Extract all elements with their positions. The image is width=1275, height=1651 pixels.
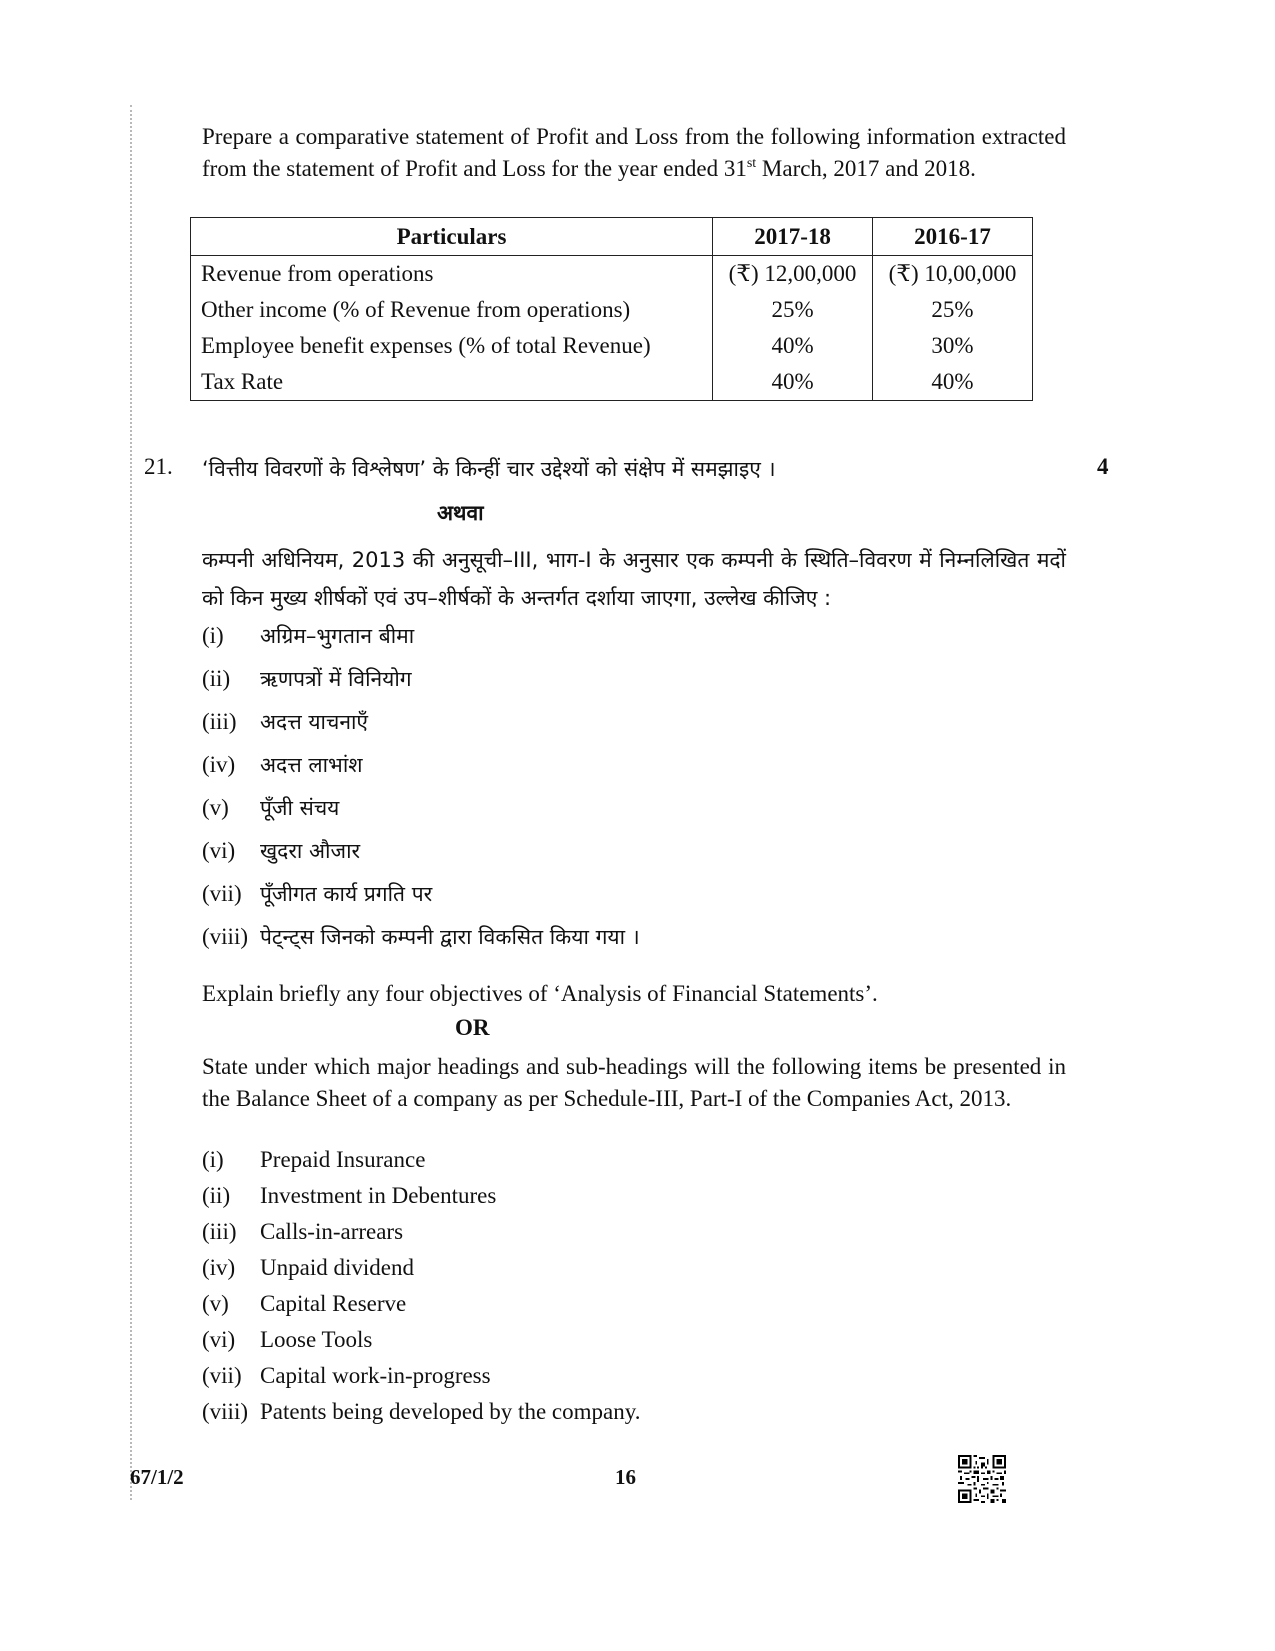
- english-list-item: (i) Prepaid Insurance: [202, 1147, 426, 1172]
- hindi-list-item: (iii) अदत्त याचनाएँ: [202, 709, 369, 734]
- table-row: [191, 364, 1033, 401]
- row-value-2017-18: 25%: [713, 292, 873, 328]
- row-value-2016-17: 40%: [873, 364, 1033, 401]
- row-value-2016-17: (₹) 10,00,000: [873, 256, 1033, 293]
- hindi-list-item: (v) पूँजी संचय: [202, 795, 340, 820]
- table-header-row: [191, 218, 1033, 256]
- table-row: [191, 256, 1033, 293]
- english-list-item: (iii) Calls-in-arrears: [202, 1219, 404, 1244]
- hindi-list-item: (viii) पेट्न्ट्स जिनको कम्पनी द्वारा विकसित किया गया ।: [202, 924, 640, 949]
- row-label: Employee benefit expenses (% of total Revenue): [191, 328, 713, 364]
- margin-dotted-line: [130, 105, 132, 1500]
- hindi-question: ‘वित्तीय विवरणों के विश्लेषण’ के किन्हीं चार उद्देश्यों को संक्षेप में समझाइए ।: [202, 457, 776, 481]
- row-label: Other income (% of Revenue from operations): [191, 292, 713, 328]
- table-row: [191, 328, 1033, 364]
- qr-code-icon: [958, 1455, 1006, 1503]
- row-label: Revenue from operations: [191, 256, 713, 293]
- question-number: 21.: [144, 454, 173, 479]
- hindi-list-item: (vii) पूँजीगत कार्य प्रगति पर: [202, 881, 433, 906]
- header-particulars: Particulars: [191, 218, 713, 256]
- row-value-2017-18: 40%: [713, 328, 873, 364]
- english-question: Explain briefly any four objectives of ‘Analysis of Financial Statements’.: [202, 981, 878, 1006]
- hindi-paragraph: कम्पनी अधिनियम, 2013 की अनुसूची–III, भाग-I के अनुसार एक कम्पनी के स्थिति–विवरण में निम्नलिखित मदों को किन मुख्य शीर्षकों एवं उप–शीर्षकों के अन्तर्गत दर्शाया जाएगा, उल्लेख कीजिए :: [202, 548, 1066, 610]
- hindi-list-item: (vi) खुदरा औजार: [202, 838, 361, 863]
- row-value-2017-18: (₹) 12,00,000: [713, 256, 873, 293]
- row-value-2017-18: 40%: [713, 364, 873, 401]
- english-list-item: (ii) Investment in Debentures: [202, 1183, 497, 1208]
- row-value-2016-17: 25%: [873, 292, 1033, 328]
- hindi-or: अथवा: [437, 501, 484, 525]
- header-2016-17: 2016-17: [873, 218, 1033, 256]
- english-paragraph: State under which major headings and sub-headings will the following items be presented in the Balance Sheet of a company as per Schedule-III, Part-I of the Companies Act, 2013.: [202, 1054, 1066, 1111]
- row-label: Tax Rate: [191, 364, 713, 401]
- english-list-item: (vii) Capital work-in-progress: [202, 1363, 491, 1388]
- hindi-list-item: (iv) अदत्त लाभांश: [202, 752, 363, 777]
- english-list-item: (iv) Unpaid dividend: [202, 1255, 414, 1280]
- row-value-2016-17: 30%: [873, 328, 1033, 364]
- header-2017-18: 2017-18: [713, 218, 873, 256]
- english-list-item: (vi) Loose Tools: [202, 1327, 373, 1352]
- intro-paragraph: Prepare a comparative statement of Profit and Loss from the following information extracted from the statement of Profit and Loss for the year ended 31st March, 2017 and 2018.: [202, 124, 1066, 181]
- english-or: OR: [455, 1015, 490, 1040]
- question-marks: 4: [1097, 454, 1109, 479]
- hindi-list-item: (i) अग्रिम–भुगतान बीमा: [202, 623, 415, 648]
- english-list-item: (v) Capital Reserve: [202, 1291, 407, 1316]
- hindi-list-item: (ii) ऋणपत्रों में विनियोग: [202, 666, 412, 691]
- paper-code: 67/1/2: [130, 1465, 184, 1489]
- english-list-item: (viii) Patents being developed by the company.: [202, 1399, 641, 1424]
- profit-loss-table: [190, 217, 1033, 401]
- page-number: 16: [615, 1465, 636, 1489]
- table-row: [191, 292, 1033, 328]
